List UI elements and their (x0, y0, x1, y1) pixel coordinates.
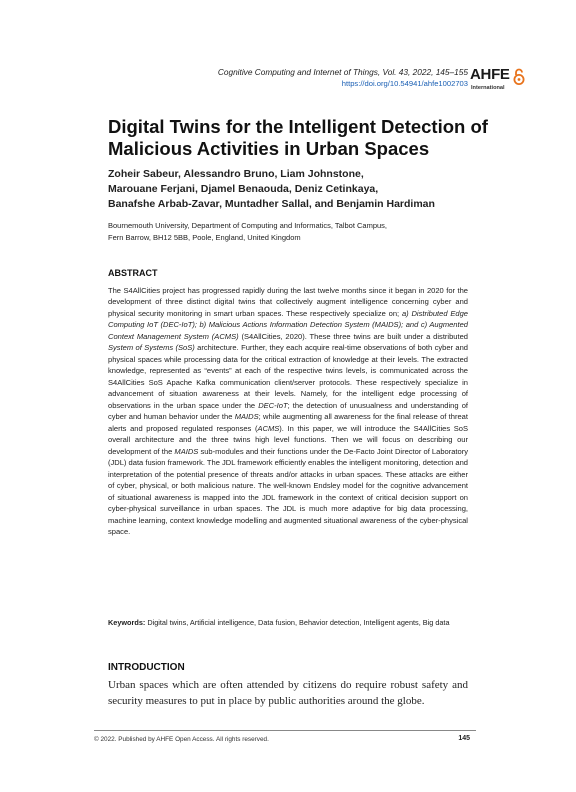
author-line: Marouane Ferjani, Djamel Benaouda, Deniz Cetinkaya, (108, 182, 379, 195)
affiliation (108, 220, 448, 243)
copyright-notice: © 2022. Published by AHFE Open Access. All rights reserved. (94, 736, 269, 743)
introduction-heading: INTRODUCTION (108, 662, 185, 673)
abstract-text: (S4AllCities, 2020). These three twins are built under a distributed (238, 331, 468, 341)
journal-header (110, 66, 468, 90)
introduction-body: Urban spaces which are often attended by citizens do require robust safety and security measures to put in place by public authorities around the globe. (108, 679, 468, 707)
abstract-text: ; the detection of unusualness and understanding of cyber and human behavior under the (108, 400, 468, 422)
affiliation-line: Bournemouth University, Department of Computing and Informatics, Talbot Campus, (108, 221, 388, 230)
abstract-text: ). In this paper, we will introduce the S4AllCities SoS overall architecture and the three twins high level functions. Then we will focus on describing our development of the (108, 423, 468, 456)
abstract-body (108, 285, 468, 538)
paper-title: Digital Twins for the Intelligent Detection of Malicious Activities in Urban Spaces (108, 116, 488, 159)
journal-citation: Cognitive Computing and Internet of Things, Vol. 43, 2022, 145–155 (217, 67, 468, 77)
affiliation-line: Fern Barrow, BH12 5BB, Poole, England, United Kingdom (108, 232, 301, 242)
page-number: 145 (458, 735, 470, 742)
abstract-emphasis: MAIDS (174, 446, 199, 456)
author-list (108, 167, 478, 211)
doi-link[interactable]: https://doi.org/10.54941/ahfe1002703 (341, 79, 468, 88)
logo-wordmark: AHFE (470, 66, 510, 83)
abstract-text: The S4AllCities project has progressed rapidly during the last twelve months since it began in 2020 for the development of three distinct digital twins that collectively augment intelligence concerning cyber and physical security monitoring in smart urban spaces. These respectively specialize on; (108, 286, 468, 318)
keywords (108, 617, 468, 629)
keywords-text: Digital twins, Artificial intelligence, Data fusion, Behavior detection, Intelligent agents, Big data (145, 618, 450, 627)
abstract-emphasis: ACMS (257, 423, 280, 433)
abstract-text: sub-modules and their functions under the De-Facto Joint Director of Laboratory (JDL) data fusion framework. The JDL framework efficiently enables the intelligent monitoring, detection and interpretation of the potential presence of threats and/or attacks in urban spaces. These attacks are either of cyber, physical, or both malicious nature. The well-known Endsley model for the cognitive advancement of situational awareness is mapped into the JDL framework in the context of critical decision support on cyber-physical surveillance in urban spaces. The JDL is much more adaptive for big data processing, machine learning, context knowledge modelling and augmented situational awareness of the cyber-physical space. (108, 446, 469, 537)
abstract-emphasis: a) Distributed Edge Computing IoT (DEC-IoT); b) Malicious Actions Information Detection System (MAIDS); and c) Augmented Context Management System (ACMS) (108, 308, 468, 341)
abstract-emphasis: DEC-IoT (258, 400, 288, 410)
abstract-emphasis: MAIDS (234, 412, 259, 422)
open-access-lock-icon (512, 68, 526, 85)
logo-subtitle: International (471, 85, 505, 91)
abstract-heading: ABSTRACT (108, 268, 158, 278)
footer-divider (94, 730, 476, 731)
abstract-text: architecture. Further, they each acquire real-time observations of both cyber and physical spaces while processing data for the critical extraction of knowledge at their levels. The extracted knowledge, represented as “events” at each of the respective twins levels, is communicated across the S4AllCities SoS Apache Kafka communication client/server protocols. These respectively specialize in advancement of situation awareness at their levels. Namely, for the intelligent edge processing of observations in the urban space under the (108, 343, 468, 410)
abstract-emphasis: System of Systems (SoS) (108, 343, 195, 353)
publisher-logo (470, 66, 532, 98)
abstract-text: ; while augmenting all awareness for the final release of threat alerts and proposed regulated responses ( (108, 412, 468, 433)
keywords-label: Keywords: (108, 618, 146, 627)
author-line: Banafshe Arbab-Zavar, Muntadher Sallal, and Benjamin Hardiman (108, 197, 435, 210)
author-line: Zoheir Sabeur, Alessandro Bruno, Liam Johnstone, (108, 168, 364, 180)
